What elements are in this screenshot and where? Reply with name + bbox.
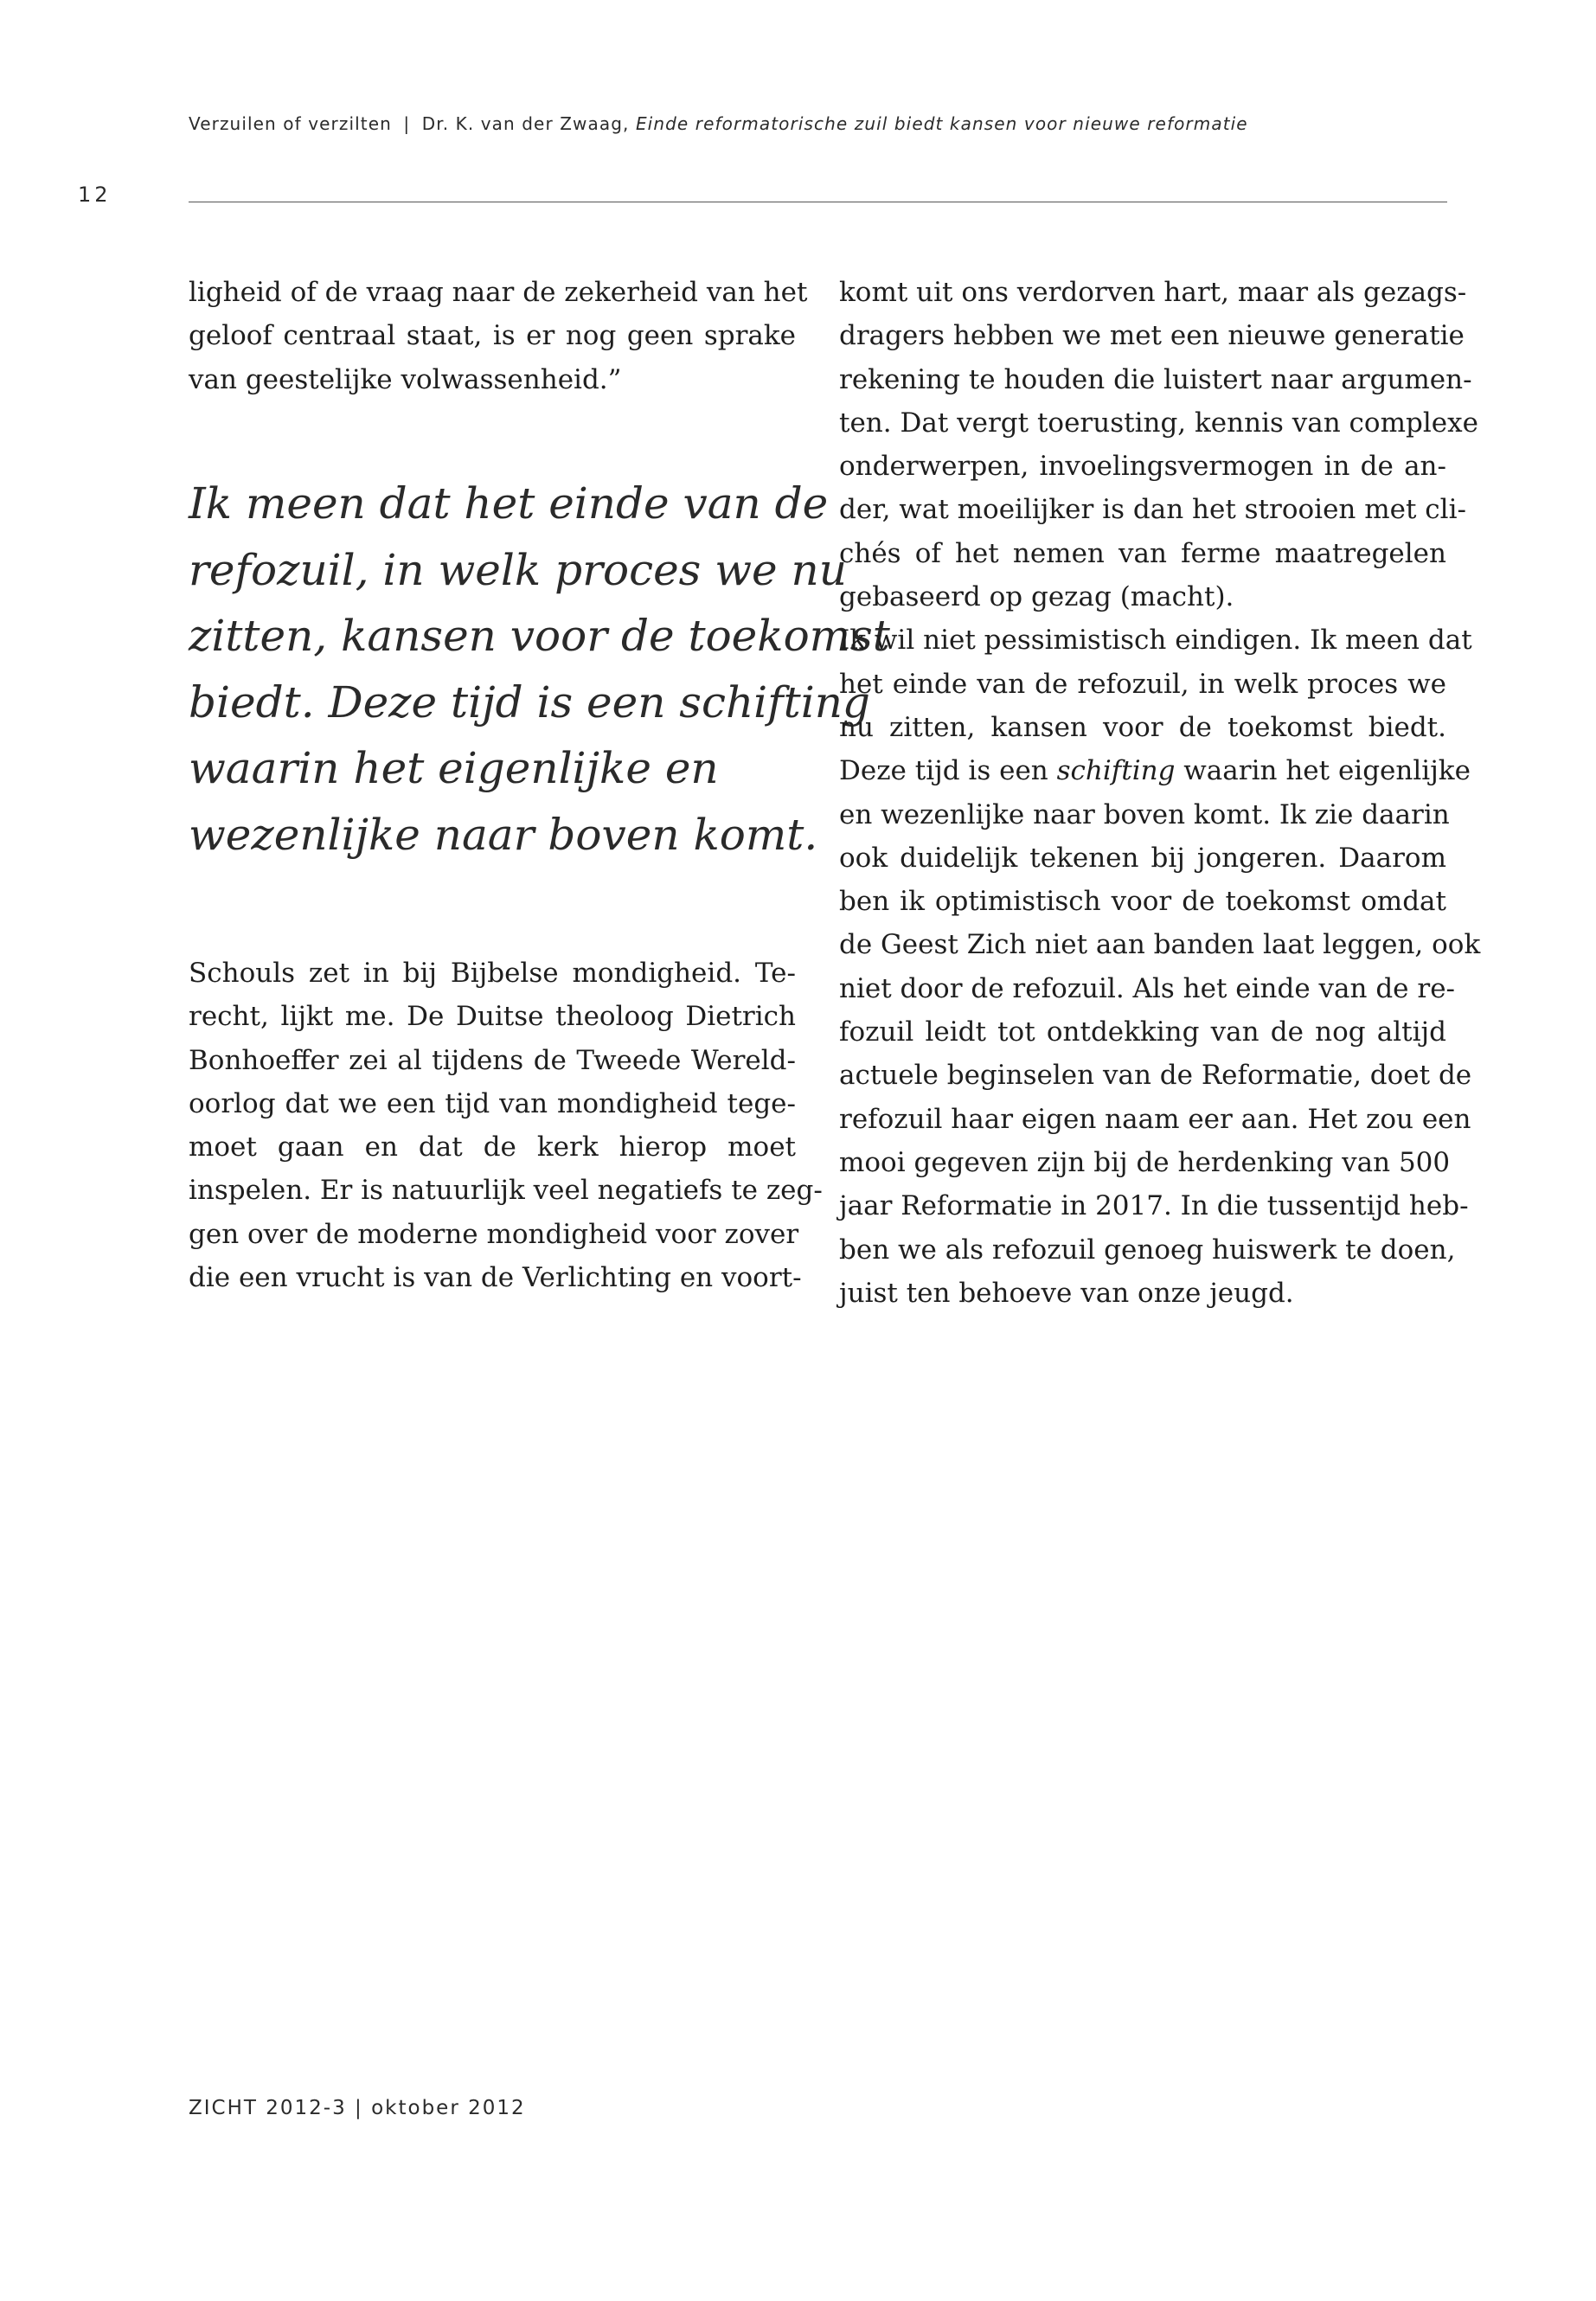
text-line: mooi gegeven zijn bij de herdenking van 500 [839, 1146, 1451, 1178]
text-line: en wezenlijke naar boven komt. Ik zie daarin [839, 798, 1450, 830]
author-name: Dr. K. van der Zwaag, [421, 113, 630, 134]
text-line: de Geest Zich niet aan banden laat leggen, ook [839, 929, 1481, 961]
line-segment: waarin het eigenlijke [1175, 755, 1471, 787]
left-column-para2 [189, 952, 823, 1299]
article-title: Einde reformatorische zuil biedt kansen voor nieuwe reformatie [635, 113, 1248, 134]
text-line: ligheid of de vraag naar de zekerheid van het [189, 277, 808, 308]
text-line: komt uit ons verdorven hart, maar als gezags- [839, 277, 1467, 308]
text-line: gen over de moderne mondigheid voor zover [189, 1218, 799, 1250]
text-line: recht, lijkt me. De Duitse theoloog Dietrich [189, 1001, 796, 1033]
text-line: Ik wil niet pessimistisch eindigen. Ik meen dat [839, 625, 1472, 657]
text-line: ben we als refozuil genoeg huiswerk te doen, [839, 1234, 1456, 1266]
header-separator: | [403, 113, 411, 134]
line-segment: Deze tijd is een [839, 755, 1057, 787]
text-line: refozuil haar eigen naam eer aan. Het zou een [839, 1103, 1471, 1135]
pull-quote-line: biedt. Deze tijd is een schifting [189, 676, 870, 727]
text-line: die een vrucht is van de Verlichting en voort- [189, 1262, 802, 1294]
text-line: het einde van de refozuil, in welk proces we [839, 668, 1446, 700]
text-line: rekening te houden die luistert naar argumen- [839, 363, 1472, 395]
footer-issue: ZICHT 2012-3 | oktober 2012 [189, 2097, 526, 2119]
text-line: der, wat moeilijker is dan het strooien met cli- [839, 494, 1466, 526]
text-line: Schouls zet in bij Bijbelse mondigheid. Te- [189, 958, 796, 989]
text-line: moet gaan en dat de kerk hierop moet [189, 1131, 796, 1163]
pull-quote-line: wezenlijke naar boven komt. [189, 809, 818, 860]
text-line: ben ik optimistisch voor de toekomst omdat [839, 886, 1446, 918]
text-line: jaar Reformatie in 2017. In die tussentijd heb- [839, 1190, 1469, 1222]
text-line: oorlog dat we een tijd van mondigheid tege- [189, 1087, 796, 1119]
text-line: niet door de refozuil. Als het einde van de re- [839, 972, 1456, 1004]
page-number: 12 [78, 183, 112, 207]
text-line: onderwerpen, invoelingsvermogen in de an- [839, 451, 1446, 483]
pull-quote-line: refozuil, in welk proces we nu [189, 544, 847, 595]
text-line: van geestelijke volwassenheid.” [189, 363, 622, 395]
emphasized-word: schifting [1056, 755, 1176, 787]
text-line: dragers hebben we met een nieuwe generatie [839, 320, 1465, 352]
pull-quote-line: zitten, kansen voor de toekomst [189, 611, 890, 661]
text-line: geloof centraal staat, is er nog geen sprake [189, 320, 796, 352]
section-title: Verzuilen of verzilten [189, 113, 392, 134]
text-line: ten. Dat vergt toerusting, kennis van complexe [839, 407, 1478, 439]
text-line: chés of het nemen van ferme maatregelen [839, 537, 1446, 569]
text-line: fozuil leidt tot ontdekking van de nog altijd [839, 1016, 1446, 1048]
running-head [189, 113, 1248, 134]
pull-quote-line: Ik meen dat het einde van de [189, 478, 829, 529]
left-column-para1 [189, 271, 808, 401]
pull-quote [189, 471, 890, 868]
text-line: Bonhoeffer zei al tijdens de Tweede Wereld- [189, 1044, 796, 1076]
text-line: juist ten behoeve van onze jeugd. [839, 1277, 1294, 1309]
text-line-with-emphasis [839, 749, 1471, 792]
pull-quote-line: waarin het eigenlijke en [189, 743, 719, 793]
text-line: ook duidelijk tekenen bij jongeren. Daarom [839, 842, 1446, 874]
text-line: gebaseerd op gezag (macht). [839, 581, 1234, 613]
text-line: inspelen. Er is natuurlijk veel negatiefs te zeg- [189, 1175, 823, 1207]
text-line: nu zitten, kansen voor de toekomst biedt. [839, 711, 1446, 743]
text-line: actuele beginselen van de Reformatie, doet de [839, 1060, 1472, 1092]
right-column [839, 271, 1481, 1315]
